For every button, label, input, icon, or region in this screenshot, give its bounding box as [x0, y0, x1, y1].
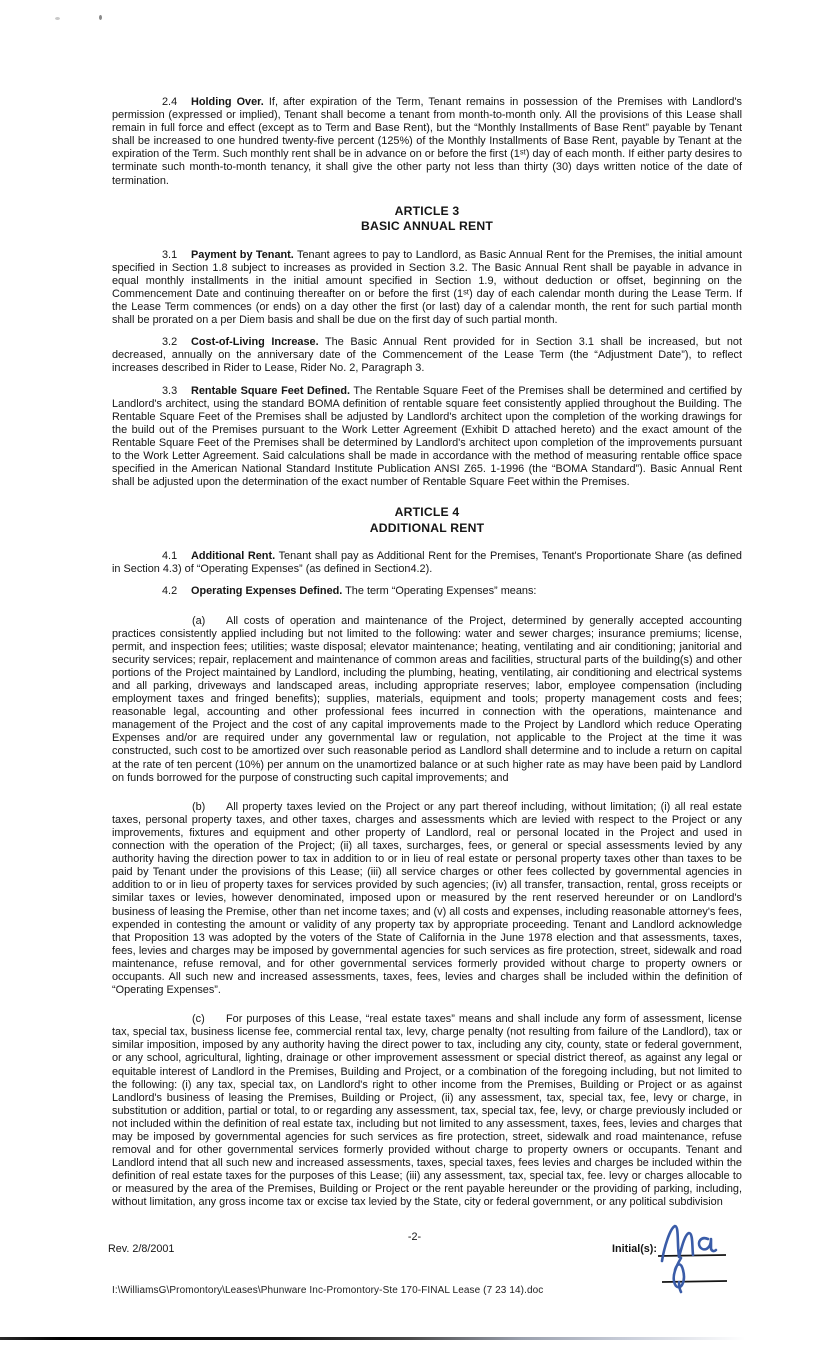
article-heading-line: ARTICLE 3 [394, 203, 460, 218]
subsection-label: (b) [192, 800, 206, 813]
scan-speck [55, 17, 60, 20]
scan-artifact-line [0, 1337, 745, 1340]
subsection-label: (a) [192, 614, 206, 627]
subsection-text: All property taxes levied on the Project or any part thereof including, without limitation; (i) all real estate taxes, personal property taxes, and other taxes, charges and assessments which are levied with respect to the Project or any improvements, fixtures and equipment and other property of Landlord, real or personal located in the Project and used in connection with the operation of the Project; (ii) all taxes, surcharges, fees, or general or special assessments levied by any authority having the direction power to tax in addition to or in lieu of real estate or personal property taxes other than taxes to be paid by Tenant under the provisions of this Lease; (iii) all service charges or other fees collected by governmental agencies in addition to or in lieu of property taxes for services provided by such agencies; (iv) all transfer, transaction, rental, gross receipts or similar taxes or levies, however denominated, imposed upon or measured by the rent reserved hereunder or on Landlord's business of leasing the Premise, other than net income taxes; and (v) all costs and expenses, including reasonable attorney's fees, expended in contesting the amount or validity of any property tax by appropriate proceeding. Tenant and Landlord acknowledge that Proposition 13 was adopted by the voters of the State of California in the June 1978 election and that assessments, taxes, fees, levies and charges may be imposed by governmental agencies for such services as fire protection, street, sidewalk and road maintenance, refuse removal, and for other governmental services formerly provided without charge to property owners or occupants. All such new and increased assessments, taxes, fees, levies and charges shall be included within the definition of “Operating Expenses”. [112, 800, 742, 997]
section-paragraph [112, 336, 742, 375]
document-body [112, 96, 742, 1219]
section-paragraph [112, 585, 742, 598]
page-number: -2- [407, 1231, 422, 1243]
section-title: Payment by Tenant. [191, 248, 294, 261]
file-path: I:\WilliamsG\Promontory\Leases\Phunware Inc-Promontory-Ste 170-FINAL Lease (7 23 14).doc [112, 1285, 544, 1296]
section-text: The Basic Annual Rent provided for in Section 3.1 shall be increased, but not decreased, annually on the anniversary date of the Commencement of the Lease Term (the “Adjustment Date”), to reflect increases described in Rider to Lease, Rider No. 2, Paragraph 3. [112, 336, 742, 375]
section-title: Additional Rent. [191, 550, 276, 563]
scan-speck [99, 15, 102, 20]
section-text: The term “Operating Expenses” means: [345, 585, 537, 598]
section-title: Holding Over. [191, 96, 264, 108]
subsection-label: (c) [192, 1013, 205, 1026]
section-title: Cost-of-Living Increase. [191, 336, 319, 349]
subsection-paragraph [112, 615, 742, 785]
section-number: 4.2 [162, 585, 178, 598]
subsection-text: For purposes of this Lease, “real estate taxes” means and shall include any form of assessment, license tax, special tax, business license fee, commercial rental tax, levy, charge penalty (not resulting from failure of the Landlord), tax or similar imposition, imposed by any authority having the direct power to tax, including any city, county, state or federal government, or any school, agricultural, lighting, drainage or other improvement assessment or special district thereof, as against any legal or equitable interest of Landlord in the Premises, Building and Project, or a combination of the foregoing including, but not limited to the following: (i) any tax, special tax, on Landlord's right to other income from the Premises, Building or Project or as against Landlord's business of leasing the Premises, Building or Project, (ii) any assessment, tax, special tax, fee, levy or charge, in substitution or addition, partial or total, to or regarding any assessment, tax, special tax, fee, levy, or charge previously included or not included within the definition of real estate tax, including but not limited to any assessment, taxes, fees, levies and charges that may be imposed by governmental agencies for such services as fire protection, street, sidewalk and road maintenance, refuse removal and for other governmental services formerly provided without charge to property owners or occupants. Tenant and Landlord intend that all such new and increased assessments, taxes, special taxes, fees levies and charges be included within the definition of real estate taxes for the purposes of this Lease; (iii) any assessment, tax, special tax, fee. levy or charges allocable to or measured by the area of the Premises, Building or Project or the rent payable hereunder or the providing of parking, including, without limitation, any gross income tax or excise tax levied by the State, city or federal government, or any political subdivision [112, 1013, 742, 1209]
section-paragraph [112, 385, 742, 490]
section-text: The Rentable Square Feet of the Premises shall be determined and certified by Landlord's architect, using the standard BOMA definition of rentable square feet consistently applied throughout the Building. The Rentable Square Feet of the Premises shall be adjusted by Landlord's architect upon the completion of the working drawings for the build out of the Premises pursuant to the Work Letter Agreement (Exhibit D attached hereto) and the exact amount of the Rentable Square Feet of the Premises shall be determined by Landlord's architect upon completion of the improvements pursuant to the Work Letter Agreement. Said calculations shall be made in accordance with the method of measuring rentable office space specified in the American National Standard Institute Publication ANSI Z65. 1-1996 (the “BOMA Standard”). Basic Annual Rent shall be adjusted upon the determination of the exact number of Rentable Square Feet within the Premises. [112, 384, 742, 489]
section-paragraph [112, 550, 742, 576]
revision-date: Rev. 2/8/2001 [108, 1243, 175, 1255]
section-text: If, after expiration of the Term, Tenant remains in possession of the Premises with Landlord's permission (expressed or implied), Tenant shall become a tenant from month-to-month only. All the provisions of this Lease shall remain in full force and effect (except as to Term and Base Rent), but the “Monthly Installments of Base Rent” payable by Tenant shall be increased to one hundred twenty-five percent (125%) of the Monthly Installments of Base Rent, payable by Tenant at the expiration of the Term. Such monthly rent shall be in advance on or before the first (1ˢᵗ) day of each month. If either party desires to terminate such month-to-month tenancy, it shall give the other party not less than thirty (30) days written notice of the date of termination. [112, 96, 743, 187]
subsection-text: All costs of operation and maintenance of the Project, determined by generally accepted accounting practices consistently applied including but not limited to the following: water and sewer charges; insurance premiums; license, permit, and inspection fees; utilities; waste disposal; elevator maintenance; heating, ventilating and air conditioning; janitorial and security services; repair, replacement and maintenance of common areas and facilities, structural parts of the building(s) and other portions of the Project maintained by Landlord, including the plumbing, heating, ventilating, air conditioning and electrical systems and all parking, driveways and landscaped areas, including appropriate reserves; labor, employee compensation (including employment taxes and fringed benefits); supplies, materials, equipment and tools; property management costs and fees; reasonable legal, accounting and other professional fees incurred in connection with the operations, maintenance and management of the Project and the cost of any capital improvements made to the Project by Landlord which reduce Operating Expenses and/or are required under any governmental law or regulation, not applicable to the Project at the time it was constructed, such cost to be amortized over such reasonable period as Landlord shall determine and to include a return on capital at the rate of ten percent (10%) per annum on the unamortized balance or at such higher rate as may have been paid by Landlord on funds borrowed for the purpose of constructing such capital improvements; and [112, 614, 742, 784]
article-heading-line: BASIC ANNUAL RENT [360, 219, 494, 234]
subsection-paragraph [112, 801, 742, 997]
article-heading [112, 204, 742, 235]
section-number: 3.3 [162, 384, 178, 397]
section-title: Rentable Square Feet Defined. [191, 384, 350, 397]
article-heading-line: ADDITIONAL RENT [369, 520, 485, 535]
section-number: 3.2 [162, 336, 178, 349]
section-number: 3.1 [162, 248, 178, 261]
subsection-paragraph [112, 1013, 742, 1209]
section-number: 2.4 [162, 96, 178, 108]
section-text: Tenant agrees to pay to Landlord, as Basic Annual Rent for the Premises, the initial amount specified in Section 1.8 subject to increases as provided in Section 3.2. The Basic Annual Rent shall be payable in advance in equal monthly installments in the initial amount specified in Section 1.9, without deduction or offset, beginning on the Commencement Date and continuing thereafter on or before the first (1ˢᵗ) day of each calendar month during the Lease Term. If the Lease Term commences (or ends) on a day other the first (or last) day of a calendar month, the rent for such partial month shall be prorated on a per Diem basis and shall be due on the first day of such partial month. [112, 248, 742, 327]
section-paragraph [112, 249, 742, 328]
article-heading-line: ARTICLE 4 [394, 505, 460, 520]
initials-line-2 [662, 1281, 727, 1282]
section-title: Operating Expenses Defined. [191, 585, 343, 598]
initials-signature-icon [650, 1218, 735, 1296]
initials-label: Initial(s): [612, 1243, 657, 1255]
section-number: 4.1 [162, 550, 178, 563]
section-paragraph [112, 96, 742, 188]
section-text: Tenant shall pay as Additional Rent for the Premises, Tenant's Proportionate Share (as defined in Section 4.3) of “Operating Expenses” (as defined in Section4.2). [112, 550, 742, 576]
article-heading [112, 505, 742, 536]
